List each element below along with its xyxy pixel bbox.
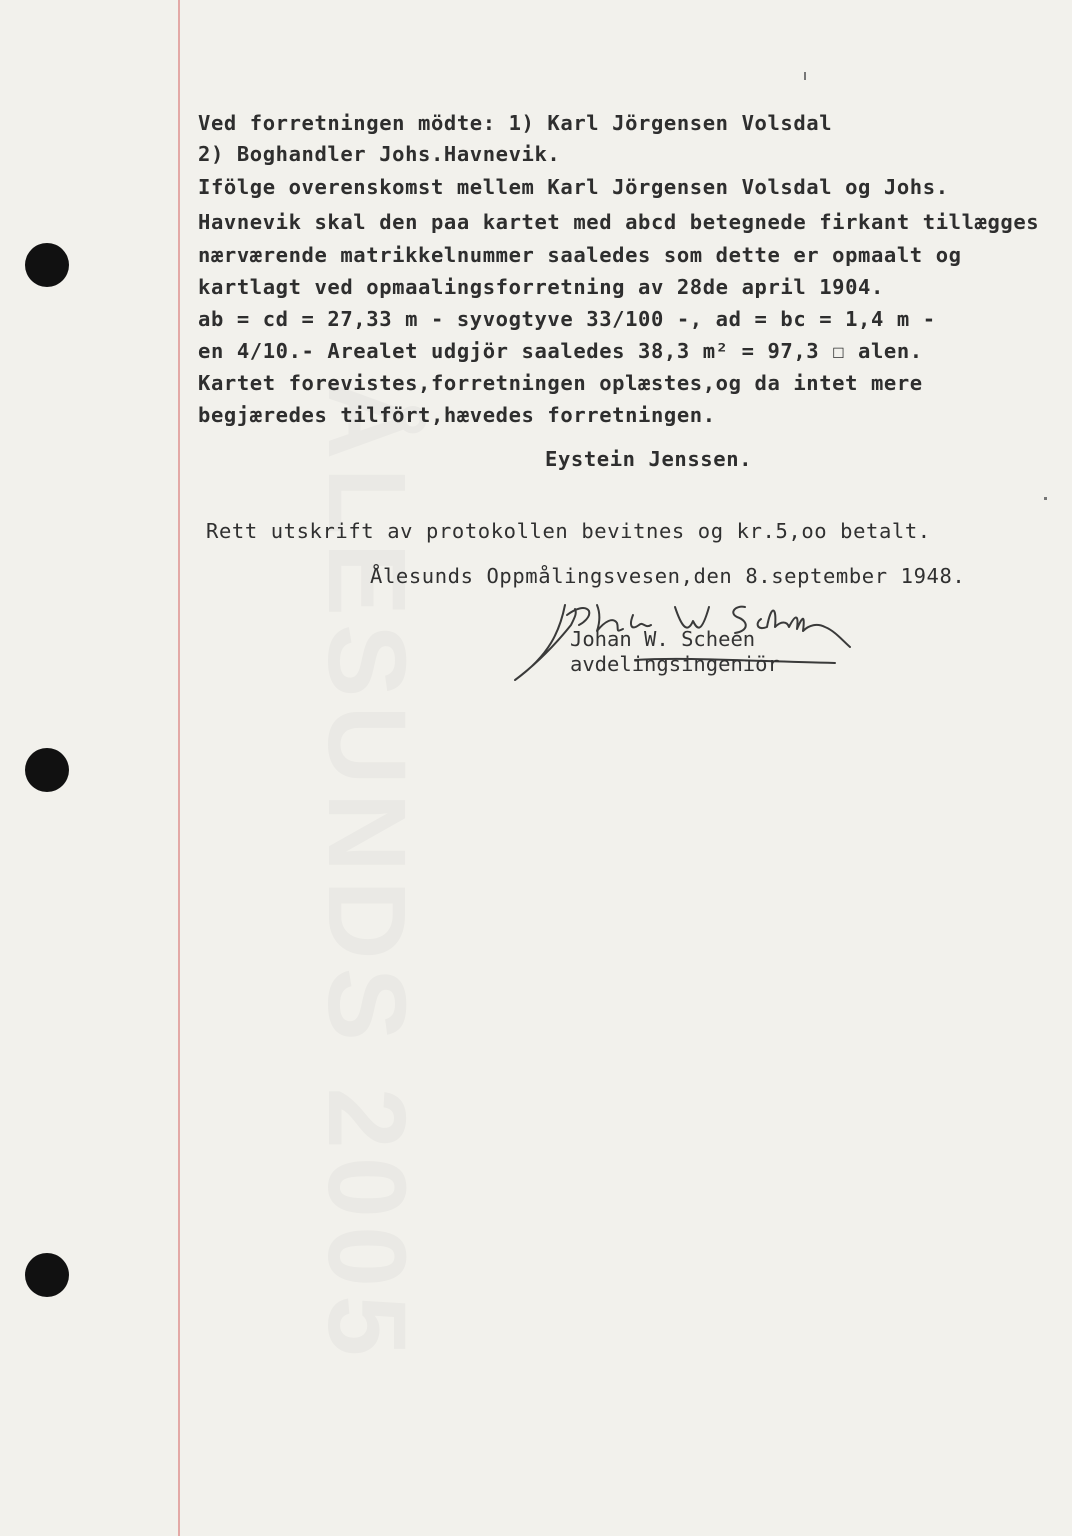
- certification-statement: Rett utskrift av protokollen bevitnes og kr.5,oo betalt.: [206, 519, 931, 543]
- punch-hole: [25, 748, 69, 792]
- entry-line: en 4/10.- Arealet udgjör saaledes 38,3 m² = 97,3 ☐ alen.: [198, 339, 923, 363]
- entry-line: Ved forretningen mödte: 1) Karl Jörgensen Volsdal: [198, 111, 833, 135]
- entry-line: begjæredes tilfört,hævedes forretningen.: [198, 403, 716, 427]
- punch-hole: [25, 1253, 69, 1297]
- entry-line: kartlagt ved opmaalingsforretning av 28de april 1904.: [198, 275, 884, 299]
- signatory-title: avdelingsingeniör: [570, 652, 780, 676]
- entry-line: nærværende matrikkelnummer saaledes som dette er opmaalt og: [198, 243, 962, 267]
- margin-line: [178, 0, 180, 1536]
- punch-hole: [25, 243, 69, 287]
- entry-signer: Eystein Jenssen.: [545, 447, 753, 471]
- entry-line: Havnevik skal den paa kartet med abcd betegnede firkant tillægges: [198, 210, 1040, 234]
- watermark: ÅLESUNDS 2005: [305, 380, 428, 1365]
- paper-speck: [1044, 497, 1047, 500]
- entry-line: 2) Boghandler Johs.Havnevik.: [198, 142, 561, 166]
- certification-place-date: Ålesunds Oppmålingsvesen,den 8.september 1948.: [370, 564, 966, 588]
- entry-line: ab = cd = 27,33 m - syvogtyve 33/100 -, ad = bc = 1,4 m -: [198, 307, 936, 331]
- entry-line: Kartet forevistes,forretningen oplæstes,og da intet mere: [198, 371, 923, 395]
- signatory-name: Johan W. Scheen: [570, 627, 756, 651]
- paper-speck: [804, 72, 806, 80]
- entry-line: Ifölge overenskomst mellem Karl Jörgensen Volsdal og Johs.: [198, 175, 949, 199]
